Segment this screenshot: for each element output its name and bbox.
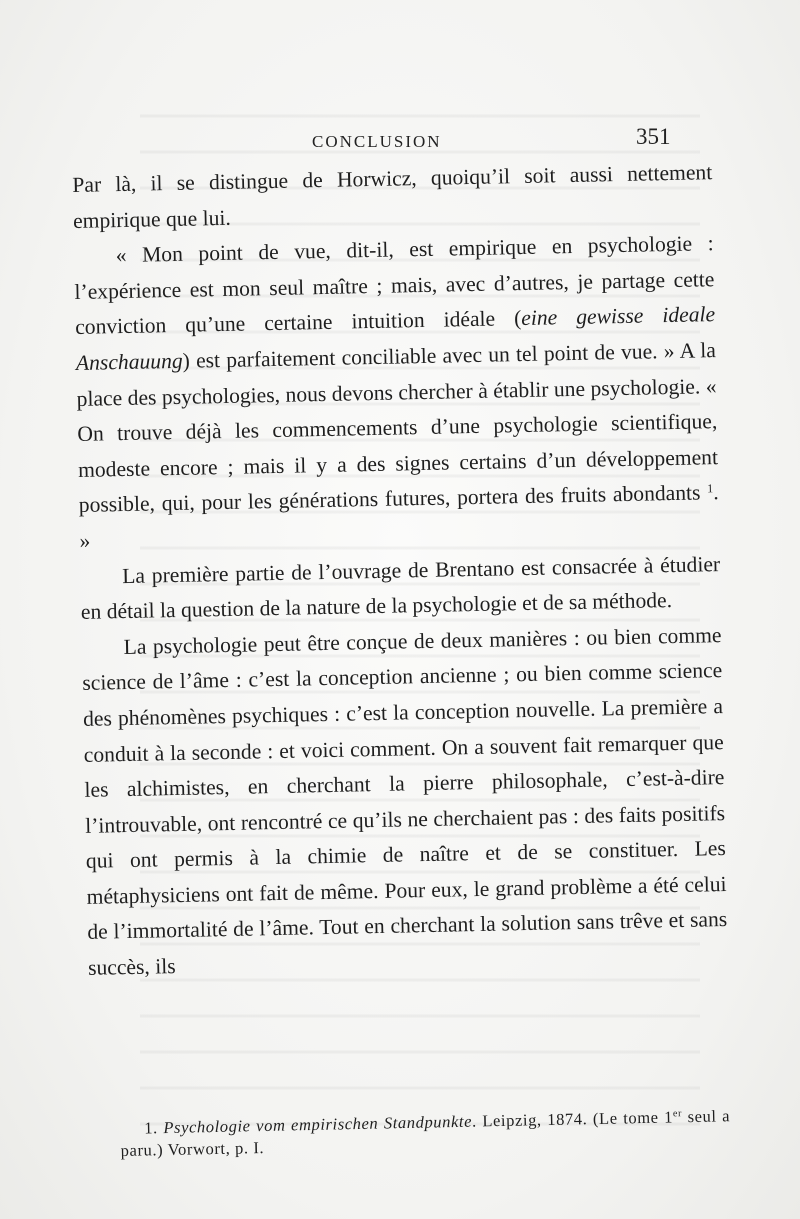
paragraph — [72, 155, 713, 239]
page-number: 351 — [636, 124, 671, 149]
running-title: CONCLUSION — [312, 132, 442, 151]
footnote-marker: 1 — [707, 481, 714, 496]
text-run: . » — [79, 480, 719, 553]
text-run: « Mon point de vue, dit-il, est empirique en psychologie : l’expérience est mon seul maître ; mais, avec d’autres, je partage cette conviction qu’une certaine intuition idéale ( — [74, 231, 715, 340]
text-run: . Leipzig, 1874. (Le tome 1 — [471, 1107, 674, 1131]
footnote — [120, 1105, 731, 1162]
paragraph — [73, 226, 719, 559]
text-run: ) est parfaitement conciliable avec un tel point de vue. » A la place des psychologies, nous devons chercher à établir une psychologie. « On trouve déjà les commencements d’une psychologie scientifique, modeste encore ; mais il y a des signes certains d’un développement possible, qui, pour les générations futures, portera des fruits abondants — [76, 338, 719, 518]
text-run: La psychologie peut être conçue de deux manières : ou bien comme science de l’âme : c’est la conception ancienne ; ou bien comme science des phénomènes psychiques : c’est la conception nouvelle. La première a conduit à la seconde : et voici comment. On a souvent fait remarquer que les alchimistes, en cherchant la pierre philosophale, c’est-à-dire l’introuvable, ont rencontré ce qu’ils ne cherchaient pas : des faits positifs qui ont permis à la chimie de naître et de se constituer. Les métaphysiciens ont fait de même. Pour eux, le grand problème a été celui de l’immortalité de l’âme. Tout en cherchant la solution sans trêve et sans succès, ils — [82, 622, 728, 980]
footnote-text — [120, 1106, 730, 1160]
text-run: La première partie de l’ouvrage de Brentano est consacrée à étudier en détail la question de la nature de la psychologie et de sa méthode. — [80, 551, 721, 625]
footnote-number: 1. — [144, 1118, 158, 1138]
paragraph — [81, 618, 728, 987]
italic-text: Psychologie vom empirischen Standpunkte — [163, 1111, 473, 1138]
body-text — [72, 155, 728, 986]
footnote-marker: er — [672, 1108, 683, 1120]
text-run: Par là, il se distingue de Horwicz, quoiqu’il soit aussi nettement empirique que lui. — [72, 160, 713, 233]
paragraph — [80, 547, 721, 631]
text-run: seul a paru.) Vorwort, p. I. — [120, 1106, 731, 1160]
italic-text: eine gewisse ideale Anschauung — [75, 302, 716, 375]
